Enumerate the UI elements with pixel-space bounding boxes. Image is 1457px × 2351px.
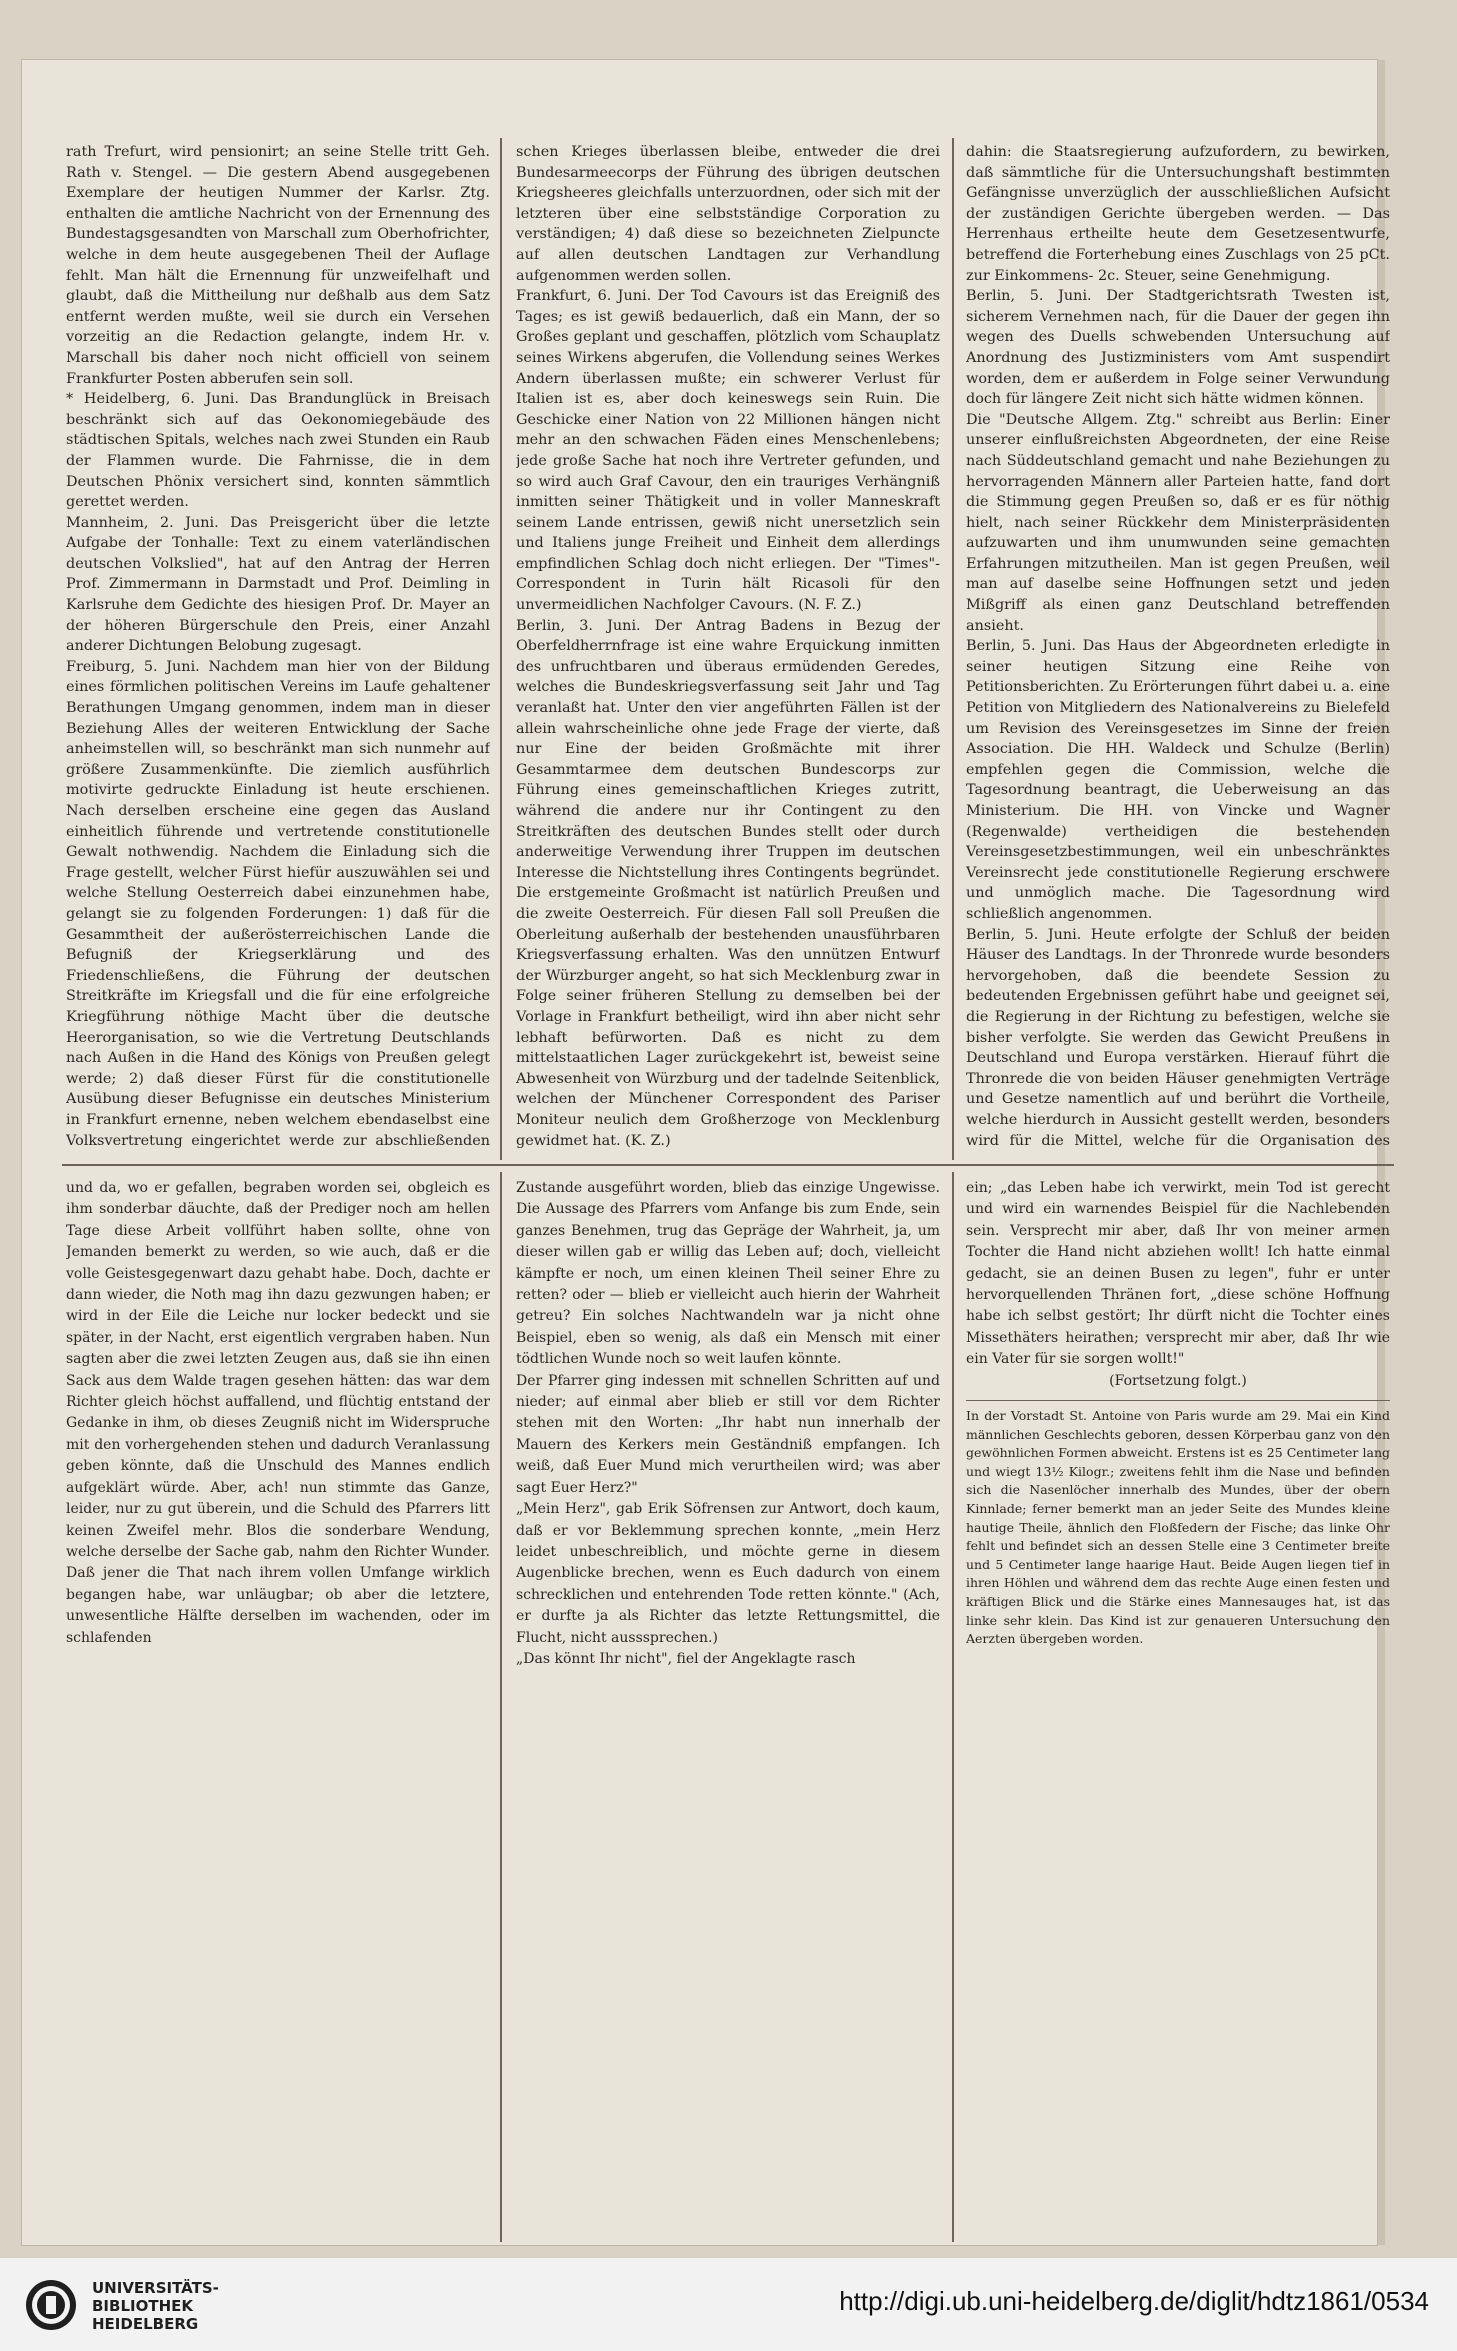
university-seal-icon xyxy=(24,2278,78,2332)
story-paragraph: Der Pfarrer ging indessen mit schnellen Schritten auf und nieder; auf einmal aber blieb er still vor dem Richter stehen mit den Worten: „Ihr habt nun innerhalb der Mauern des Kerkers mein Geständniß empfangen. Ich weiß, daß Euer Mund mich verurtheilen wird; was aber sagt Euer Herz?" xyxy=(516,1372,940,1496)
newspaper-sheet xyxy=(22,60,1390,2245)
permalink-url[interactable]: http://digi.ub.uni-heidelberg.de/diglit/hdtz1861/0534 xyxy=(839,2286,1429,2316)
news-item: rath Trefurt, wird pensionirt; an seine Stelle tritt Geh. Rath v. Stengel. — Die gestern Abend ausgegebenen Exemplare der heutigen Nummer der Karlsr. Ztg. enthalten die amtliche Nachricht von der Ernennung des Bundestagsgesandten von Marschall zum Oberhofrichter, welche in dem heute ausgegebenen Theil der Auflage fehlt. Man hält die Ernennung für unzweifelhaft und glaubt, daß die Mittheilung nur deßhalb aus dem Satz entfernt werden mußte, weil sie durch ein Versehen vorzeitig an die Redaction gelangte, indem Hr. v. Marschall bis daher noch nicht officiell von seinem Frankfurter Posten abberufen sein soll. xyxy=(66,144,490,387)
news-item: Berlin, 3. Juni. Der Antrag Badens in Bezug der Oberfeldherrnfrage ist eine wahre Erquickung inmitten des unfruchtbaren und überaus ermüdenden Geredes, welches die Bundeskriegsverfassung seit Jahr und Tag veranlaßt hat. Unter den vier angeführten Fällen ist der allein wahrscheinliche ohne jede Frage der vierte, daß nur Eine der beiden Großmächte mit ihrer Gesammtarmee dem deutschen Bundescorps zur Führung eines gemeinschaftlichen Krieges zutritt, während die andere nur ihr Contingent zu den Streitkräften des deutschen Bundes stellt oder durch anderweitige Verwendung ihrer Truppen im deutschen Interesse die Nichtstellung ihres Contingents begründet. Die erstgemeinte Großmacht ist natürlich Preußen und die zweite Oesterreich. Für diesen Fall soll Preußen die Oberleitung außerhalb der bestehenden unausführbaren Kriegsverfassung erhalten. Was den unnützen Entwurf der Würzburger angeht, so hat sich Mecklenburg zwar in Folge seiner früheren Stellung zu demselben bei der Vorlage in Frankfurt betheiligt, wird ihn aber nicht sehr lebhaft befürworten. Daß es nicht zu dem mittelstaatlichen Lager zurückgekehrt ist, beweist seine Abwesenheit von Würzburg und der tadelnde Seitenblick, welchen der Münchener Correspondent des Pariser Moniteur neulich dem Großherzoge von Mecklenburg gewidmet hat. (K. Z.) xyxy=(516,617,940,1149)
library-name: UNIVERSITÄTS- BIBLIOTHEK HEIDELBERG xyxy=(92,2279,219,2333)
story-paragraph: „Mein Herz", gab Erik Söfrensen zur Antwort, doch kaum, daß er vor Beklemmung sprechen konnte, „mein Herz leidet unbeschreiblich, und möchte gerne in diesem Augenblicke brechen, wenn es Euch dadurch von einem schrecklichen und entehrenden Tode retten könnte." (Ach, er durfte ja als Richter das letzte Rettungsmittel, die Flucht, nicht ausssprechen.) xyxy=(516,1501,940,1646)
news-item: Frankfurt, 6. Juni. Der Tod Cavours ist das Ereigniß des Tages; es ist gewiß bedauerlich, daß ein Mann, der so Großes geplant und geschaffen, plötzlich vom Schauplatz seines Wirkens abgerufen, die Vollendung seines Werkes Andern überlassen mußte; ein schwerer Verlust für Italien ist es, aber doch keineswegs sein Ruin. Die Geschicke einer Nation von 22 Millionen hängen nicht mehr an den schwachen Fäden eines Menschenlebens; jede große Sache hat noch ihre Vertreter gefunden, und so wird auch Graf Cavour, den ein trauriges Verhängniß inmitten seiner Thätigkeit und in voller Manneskraft seinem Lande entrissen, gewiß nicht unersetzlich sein und Italiens junge Freiheit und Einheit dem allerdings empfindlichen Schlag doch nicht erliegen. Der "Times"-Correspondent in Turin hält Ricasoli für den unvermeidlichen Nachfolger Cavours. (N. F. Z.) xyxy=(516,288,940,614)
news-item: schen Krieges überlassen bleibe, entweder die drei Bundesarmeecorps der Führung des übrigen deutschen Kriegsheeres gleichfalls unterzuordnen, oder sich mit der letzteren über eine selbstständige Corporation zu verständigen; 4) daß diese so bezeichneten Zielpuncte auf allen deutschen Landtagen zur Verhandlung aufgenommen werden sollen. xyxy=(516,144,940,284)
column-rule xyxy=(952,1172,954,2242)
news-item: * Heidelberg, 6. Juni. Das Brandunglück in Breisach beschränkt sich auf das Oekonomiegebäude des städtischen Spitals, welches nach zwei Stunden ein Raub der Flammen wurde. Die Fahrnisse, die in dem Deutschen Phönix versichert sind, konnten sämmtlich gerettet werden. xyxy=(66,391,490,511)
news-item: Die "Deutsche Allgem. Ztg." schreibt aus Berlin: Einer unserer einflußreichsten Abgeordneten, der eine Reise nach Süddeutschland gemacht und nahe Beziehungen zu hervorragenden Männern aller Parteien hatte, fand dort die Stimmung gegen Preußen so, daß er es für nöthig hielt, nach seiner Rückkehr dem Ministerpräsidenten aufzuwarten und ihm unumwunden seine gemachten Erfahrungen mitzutheilen. Man ist gegen Preußen, weil man auf daselbe seine Hoffnungen setzt und jeden Mißgriff als einen ganz Deutschland betreffenden ansieht. xyxy=(966,411,1390,634)
feuilleton-column-2 xyxy=(516,1178,940,2238)
feuilleton-column-1 xyxy=(66,1178,490,2238)
news-item: Freiburg, 5. Juni. Nachdem man hier von der Bildung eines förmlichen politischen Vereins im Laufe gehaltener Berathungen Umgang genommen, indem man in dieser Beziehung Alles der weiteren Entwicklung der Sache anheimstellen will, so beschränkt man sich nunmehr auf größere Zusammenkünfte. Die ziemlich ausführlich motivirte gedruckte Einladung ist heute erschienen. Nach derselben erscheine eine gegen das Ausland einheitlich führende und vertretende constitutionelle Gewalt nothwendig. Nachdem die Einladung sich die Frage gestellt, welcher Fürst hiefür auszuwählen sei und welche Stellung Oesterreich dabei einzunehmen habe, gelangt sie zu folgenden Forderungen: 1) daß für die Gesammtheit der außerösterreichischen Lande die Befugniß der Kriegserklärung und des Friedenschließens, die Führung der deutschen Streitkräfte im Kriegsfall und die für eine erfolgreiche Kriegführung nöthige Macht über die deutsche Heerorganisation, so wie die Vertretung Deutschlands nach Außen in die Hand des Königs von Preußen gelegt werde; 2) daß dieser Fürst für die constitutionelle Ausübung dieser Befugnisse ein deutsches Ministerium in Frankfurt ernenne, neben welchem ebendaselbst eine Volksvertretung eingerichtet werde zur abschließenden xyxy=(66,658,490,1149)
column-rule xyxy=(500,138,502,1160)
library-footer xyxy=(0,2258,1457,2351)
news-item: Mannheim, 2. Juni. Das Preisgericht über die letzte Aufgabe der Tonhalle: Text zu einem vaterländischen deutschen Volkslied", hat auf den Antrag der Herren Prof. Zimmermann in Darmstadt und Prof. Deimling in Karlsruhe dem Gedichte des hiesigen Prof. Dr. Mayer an der höheren Bürgerschule den Preis, einer Anzahl anderer Dichtungen Belobung zugesagt. xyxy=(66,514,490,655)
column-rule xyxy=(952,138,954,1160)
news-column-3 xyxy=(966,142,1390,1152)
feuilleton-column-3 xyxy=(966,1178,1390,2238)
continuation-notice: (Fortsetzung folgt.) xyxy=(1109,1372,1247,1389)
news-column-2 xyxy=(516,142,940,1152)
feuilleton-separator-rule xyxy=(62,1164,1394,1166)
news-column-1 xyxy=(66,142,490,1152)
story-paragraph: ein; „das Leben habe ich verwirkt, mein Tod ist gerecht und wird ein warnendes Beispiel für die Nachlebenden sein. Versprecht mir aber, daß Ihr von meiner armen Tochter die Hand nicht abziehen wollt! Ich hatte einmal gedacht, sie an deinen Busen zu legen", fuhr er unter hervorquellenden Thränen fort, „diese schöne Hoffnung habe ich selbst gestört; Ihr dürft nicht die Tochter eines Missethäters heirathen; versprecht mir aber, daß Ihr wie ein Vater für sie sorgen wollt!" xyxy=(966,1180,1390,1368)
news-item: dahin: die Staatsregierung aufzufordern, zu bewirken, daß sämmtliche für die Untersuchungshaft bestimmten Gefängnisse unverzüglich der ausschließlichen Aufsicht der zuständigen Gerichte übergeben werden. — Das Herrenhaus ertheilte heute dem Gesetzesentwurfe, betreffend die Forterhebung eines Zuschlags von 25 pCt. zur Einkommens- 2c. Steuer, seine Genehmigung. xyxy=(966,144,1390,284)
story-paragraph: „Das könnt Ihr nicht", fiel der Angeklagte rasch xyxy=(516,1650,856,1667)
column-rule xyxy=(500,1172,502,2242)
footnote-rule xyxy=(966,1400,1390,1401)
story-paragraph: und da, wo er gefallen, begraben worden sei, obgleich es ihm sonderbar däuchte, daß der Prediger noch am hellen Tage diese Arbeit vollführt haben sollte, ohne von Jemanden bemerkt zu werden, so wie auch, daß er die volle Geistesgegenwart dazu gehabt habe. Doch, dachte er dann wieder, die Noth mag ihn dazu gezwungen haben; er wird in der Eile die Leiche nur locker bedeckt und sie später, in der Nacht, erst eigentlich vergraben haben. Nun sagten aber die zwei letzten Zeugen aus, daß sie ihn einen Sack aus dem Walde tragen gesehen hätten: das war dem Richter gleich höchst auffallend, und flüchtig entstand der Gedanke in ihm, ob dieses Zeugniß nicht im Widerspruche mit den vorhergehenden stehen und dadurch Veranlassung geben könnte, daß die Unschuld des Mannes endlich aufgeklärt würde. Aber, ach! nun stimmte das Ganze, leider, nur zu gut überein, und die Schuld des Pfarrers litt keinen Zweifel mehr. Blos die sonderbare Wendung, welche derselbe der Sache gab, nahm den Richter Wunder. Daß jener die That nach ihrem vollen Umfange wirklich begangen habe, war unläugbar; ob aber die letztere, unwesentliche Hälfte derselben im wachenden, oder im schlafenden xyxy=(66,1180,490,1646)
news-item: Berlin, 5. Juni. Heute erfolgte der Schluß der beiden Häuser des Landtags. In der Thronrede wurde besonders hervorgehoben, daß die beendete Session zu bedeutenden Ergebnissen geführt habe und geeignet sei, die Regierung in der Richtung zu befestigen, welche sie bisher verfolgte. Sie werden das Gewicht Preußens in Deutschland und Europa verstärken. Hierauf führt die Thronrede die von beiden Häuser genehmigten Verträge und Gesetze namentlich auf und berührt die Vortheile, welche hierdurch in Aussicht gestellt werden, besonders wird für die Mittel, welche für die Organisation des xyxy=(966,926,1390,1149)
story-paragraph: Zustande ausgeführt worden, blieb das einzige Ungewisse. Die Aussage des Pfarrers vom Anfange bis zum Ende, sein ganzes Benehmen, trug das Gepräge der Wahrheit, ja, um dieser willen gab er willig das Leben auf; doch, vielleicht kämpfte er noch, um einen kleinen Theil seiner Ehre zu retten? oder — blieb er vielleicht auch hierin der Wahrheit getreu? Ein solches Nachtwandeln war ja nicht ohne Beispiel, eben so wenig, als daß ein Mensch mit einer tödtlichen Wunde noch so weit laufen könnte. xyxy=(516,1180,940,1368)
news-item: Berlin, 5. Juni. Das Haus der Abgeordneten erledigte in seiner heutigen Sitzung eine Reihe von Petitionsberichten. Zu Erörterungen führt dabei u. a. eine Petition von Mitgliedern des Nationalvereins zu Bielefeld um Revision des Vereinsgesetzes im Sinne der freien Association. Die HH. Waldeck und Schulze (Berlin) empfehlen gegen die Commission, welche die Tagesordnung beantragt, die Ueberweisung an das Ministerium. Die HH. von Vincke und Wagner (Regenwalde) vertheidigen die bestehenden Vereinsgesetzbestimmungen, weil ein unbeschränktes Vereinsrecht jede constitutionelle Regierung erschwere und unmöglich mache. Die Tagesordnung wird schließlich angenommen. xyxy=(966,638,1390,922)
news-item xyxy=(516,1151,940,1152)
footnote-miscellany: In der Vorstadt St. Antoine von Paris wurde am 29. Mai ein Kind männlichen Geschlechts geboren, dessen Körperbau ganz von den gewöhnlichen Formen abweicht. Erstens ist es 25 Centimeter lang und wiegt 13½ Kilogr.; zweitens fehlt ihm die Nase und befinden sich die Nasenlöcher innerhalb des Mundes, über der obern Kinnlade; ferner bemerkt man an jeder Seite des Mundes kleine hautige Theile, ähnlich den Floßfedern der Fische; das linke Ohr fehlt und befindet sich an dessen Stelle eine 3 Centimeter breite und 5 Centimeter lange haarige Haut. Beide Augen liegen tief in ihren Höhlen und während dem das rechte Auge einen festen und kräftigen Blick und die Stärke eines Mannesauges hat, ist das linke sehr klein. Das Kind ist zur genaueren Untersuchung den Aerzten übergeben worden. xyxy=(966,1408,1390,1647)
news-item: Berlin, 5. Juni. Der Stadtgerichtsrath Twesten ist, sicherem Vernehmen nach, für die Dauer der gegen ihn wegen des Duells schwebenden Untersuchung auf Anordnung des Justizministers vom Amt suspendirt worden, dem er außerdem in Folge seiner Verwundung doch für längere Zeit nicht sich hätte widmen können. xyxy=(966,288,1390,408)
